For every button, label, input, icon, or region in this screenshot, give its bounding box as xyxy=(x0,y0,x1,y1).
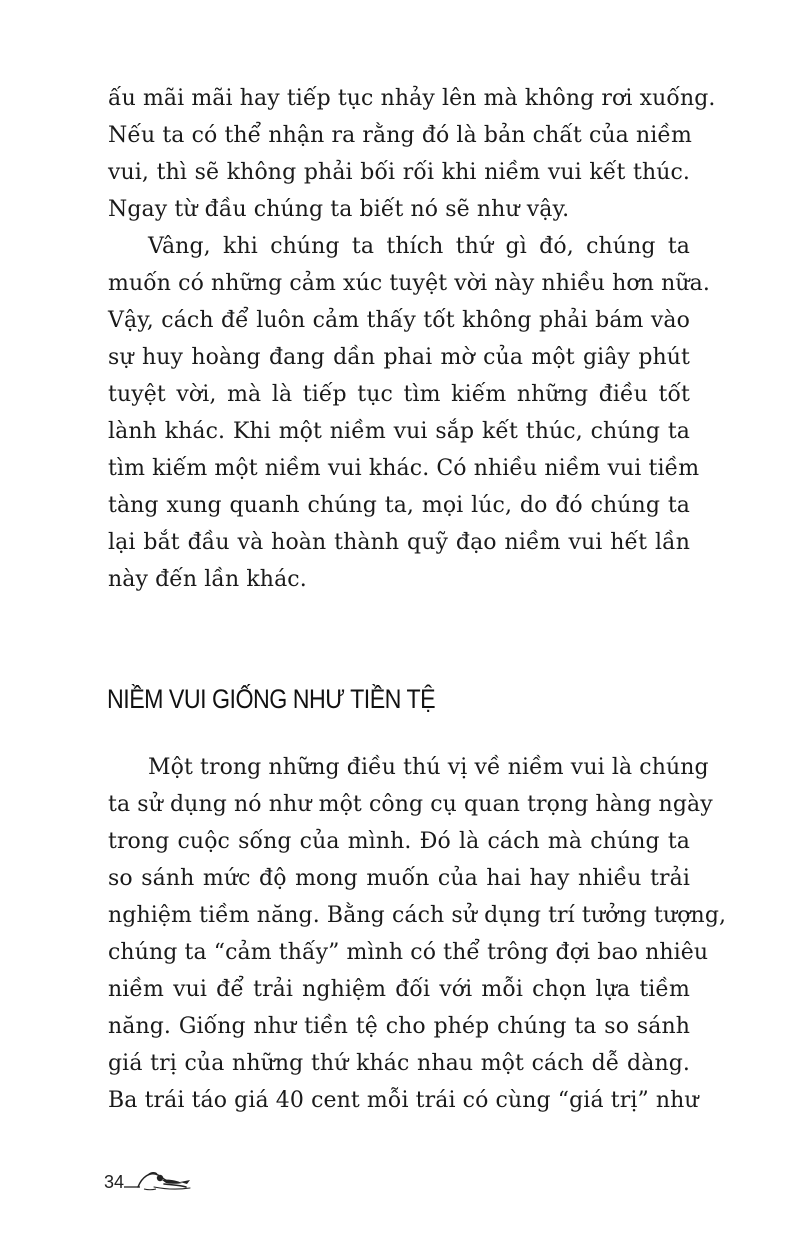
text-line: tuyệt vời, mà là tiếp tục tìm kiếm những điều tốt xyxy=(108,382,690,407)
page-number: 34 xyxy=(104,1171,125,1192)
text-line: vui, thì sẽ không phải bối rối khi niềm vui kết thúc. xyxy=(108,160,690,185)
swimmer-ornament-icon xyxy=(124,1163,200,1193)
text-line: Vậy, cách để luôn cảm thấy tốt không phải bám vào xyxy=(108,308,690,333)
text-line: Vâng, khi chúng ta thích thứ gì đó, chúng ta xyxy=(148,234,690,259)
text-line: niềm vui để trải nghiệm đối với mỗi chọn lựa tiềm xyxy=(108,977,690,1002)
paragraph xyxy=(108,749,727,1119)
text-line: muốn có những cảm xúc tuyệt vời này nhiều hơn nữa. xyxy=(108,271,710,296)
text-block-bottom xyxy=(108,749,727,1119)
text-line: ấu mãi mãi hay tiếp tục nhảy lên mà không rơi xuống. xyxy=(108,86,716,111)
text-line: nghiệm tiềm năng. Bằng cách sử dụng trí tưởng tượng, xyxy=(108,903,727,928)
text-line: Ba trái táo giá 40 cent mỗi trái có cùng “giá trị” như xyxy=(108,1088,699,1113)
paragraph-continued xyxy=(108,80,716,228)
text-line: ta sử dụng nó như một công cụ quan trọng hàng ngày xyxy=(108,792,713,817)
section-heading: NIỀM VUI GIỐNG NHƯ TIỀN TỆ xyxy=(107,684,436,714)
text-line: này đến lần khác. xyxy=(108,567,307,592)
text-line: giá trị của những thứ khác nhau một cách dễ dàng. xyxy=(108,1051,690,1076)
text-line: Một trong những điều thú vị về niềm vui là chúng xyxy=(148,755,709,780)
text-block-top xyxy=(108,80,716,598)
text-line: Nếu ta có thể nhận ra rằng đó là bản chất của niềm xyxy=(108,123,692,148)
text-line: tàng xung quanh chúng ta, mọi lúc, do đó chúng ta xyxy=(108,493,690,518)
text-line: tìm kiếm một niềm vui khác. Có nhiều niềm vui tiềm xyxy=(108,456,700,481)
text-line: Ngay từ đầu chúng ta biết nó sẽ như vậy. xyxy=(108,197,570,222)
text-line: trong cuộc sống của mình. Đó là cách mà chúng ta xyxy=(108,829,690,854)
text-line: sự huy hoàng đang dần phai mờ của một giây phút xyxy=(108,345,690,370)
text-line: năng. Giống như tiền tệ cho phép chúng ta so sánh xyxy=(108,1014,690,1039)
paragraph xyxy=(108,228,710,598)
text-line: lành khác. Khi một niềm vui sắp kết thúc, chúng ta xyxy=(108,419,690,444)
text-line: so sánh mức độ mong muốn của hai hay nhiều trải xyxy=(108,866,690,891)
text-line: chúng ta “cảm thấy” mình có thể trông đợi bao nhiêu xyxy=(108,940,709,965)
page-footer xyxy=(104,1160,200,1196)
text-line: lại bắt đầu và hoàn thành quỹ đạo niềm vui hết lần xyxy=(108,530,690,555)
